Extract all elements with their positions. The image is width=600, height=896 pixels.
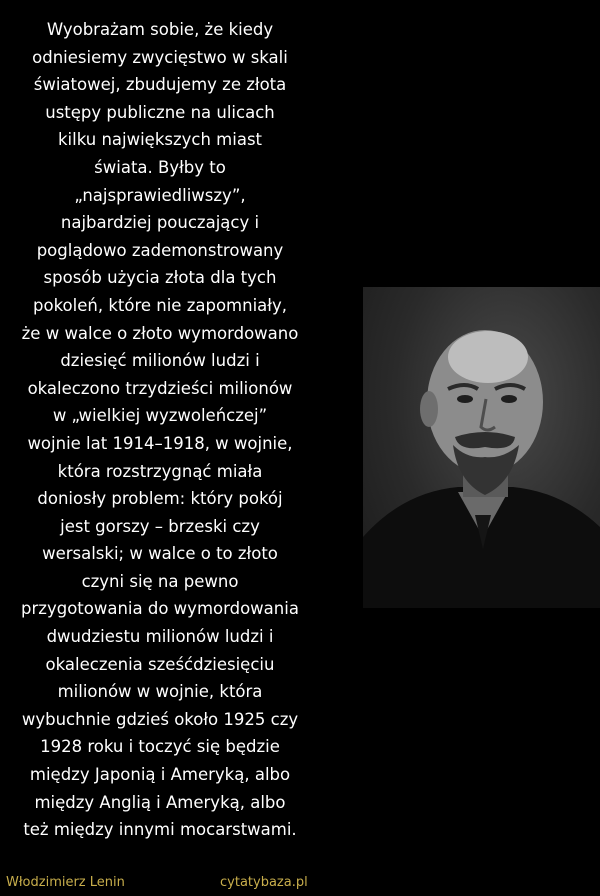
quote-line: czyni się na pewno [81, 571, 239, 591]
quote-line: między Japonią i Ameryką, albo [29, 765, 291, 785]
quote-line: odniesiemy zwycięstwo w skali [32, 47, 288, 67]
quote-line: wersalski; w walce o to złoto [42, 544, 278, 564]
quote-line: między Anglią i Ameryką, albo [34, 792, 286, 812]
quote-line: „najsprawiedliwszy”, [74, 185, 246, 205]
quote-line: 1928 roku i toczyć się będzie [40, 737, 280, 757]
quote-line: wojnie lat 1914–1918, w wojnie, [27, 433, 293, 453]
quote-line: jest gorszy – brzeski czy [60, 516, 260, 536]
quote-line: dziesięć milionów ludzi i [60, 351, 260, 371]
quote-line: najbardziej pouczający i [60, 213, 260, 233]
site-name[interactable]: cytatybaza.pl [220, 875, 308, 890]
quote-text [0, 16, 320, 844]
quote-line: kilku największych miast [57, 130, 263, 150]
quote-line: sposób użycia złota dla tych [43, 268, 277, 288]
quote-line: która rozstrzygnąć miała [57, 461, 263, 481]
quote-line: ustępy publiczne na ulicach [45, 102, 275, 122]
quote-line: dwudziestu milionów ludzi i [46, 627, 274, 647]
quote-line: w „wielkiej wyzwoleńczej” [52, 406, 268, 426]
quote-line: przygotowania do wymordowania [21, 599, 299, 619]
quote-line: poglądowo zademonstrowany [36, 240, 284, 260]
quote-line: świata. Byłby to [94, 157, 226, 177]
quote-line: światowej, zbudujemy ze złota [33, 75, 287, 95]
quote-line: okaleczenia sześćdziesięciu [45, 654, 275, 674]
author-name[interactable]: Włodzimierz Lenin [6, 875, 125, 890]
author-portrait [363, 287, 600, 608]
quote-line: okaleczono trzydzieści milionów [27, 378, 293, 398]
quote-line: doniosły problem: który pokój [37, 489, 283, 509]
quote-line: wybuchnie gdzieś około 1925 czy [21, 709, 299, 729]
quote-line: milionów w wojnie, która [57, 682, 263, 702]
quote-line: pokoleń, które nie zapomniały, [33, 295, 287, 315]
quote-line: też między innymi mocarstwami. [23, 820, 297, 840]
quote-line: Wyobrażam sobie, że kiedy [46, 20, 274, 39]
quote-line: że w walce o złoto wymordowano [21, 323, 299, 343]
